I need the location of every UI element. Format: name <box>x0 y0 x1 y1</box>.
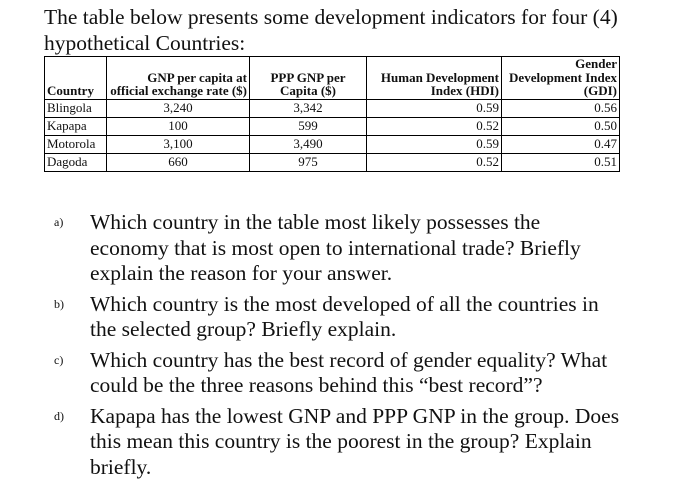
cell-hdi: 0.52 <box>367 117 502 135</box>
cell-gnp: 3,100 <box>107 135 250 153</box>
cell-gdi: 0.47 <box>502 135 620 153</box>
cell-gnp: 3,240 <box>107 99 250 117</box>
question-marker: a) <box>54 215 64 229</box>
question-text: Kapapa has the lowest GNP and PPP GNP in the group. Does this mean this country is the poorest in the group? Explain briefly. <box>90 403 620 479</box>
question-marker: b) <box>54 296 64 311</box>
cell-country: Blingola <box>45 99 107 117</box>
table-row <box>45 117 620 135</box>
question-item <box>44 348 624 399</box>
header-gdi: Gender Development Index (GDI) <box>502 57 620 100</box>
cell-hdi: 0.59 <box>367 99 502 117</box>
header-country: Country <box>45 57 107 100</box>
question-item <box>44 404 624 481</box>
cell-gnp: 660 <box>107 153 250 171</box>
question-item <box>44 210 624 287</box>
header-gnp: GNP per capita at official exchange rate ($) <box>107 57 250 100</box>
question-text: Which country has the best record of gender equality? What could be the three reasons behind this “best record”? <box>90 347 608 397</box>
table-row <box>45 135 620 153</box>
table-row <box>45 99 620 117</box>
header-ppp: PPP GNP per Capita ($) <box>250 57 367 100</box>
cell-gnp: 100 <box>107 117 250 135</box>
question-marker: d) <box>54 408 64 423</box>
cell-hdi: 0.52 <box>367 153 502 171</box>
question-marker: c) <box>54 352 64 367</box>
intro-text: The table below presents some development indicators for four (4) hypothetical Countries: <box>44 5 618 55</box>
question-text: Which country in the table most likely possesses the economy that is most open to international trade? Briefly explain the reason for your answer. <box>90 210 581 285</box>
table-header-row <box>45 57 620 100</box>
question-list <box>44 210 624 485</box>
cell-country: Kapapa <box>45 117 107 135</box>
cell-ppp: 599 <box>250 117 367 135</box>
cell-gdi: 0.51 <box>502 153 620 171</box>
question-text: Which country is the most developed of all the countries in the selected group? Briefly explain. <box>90 291 599 341</box>
indicators-table <box>44 56 620 172</box>
cell-ppp: 3,342 <box>250 99 367 117</box>
cell-country: Motorola <box>45 135 107 153</box>
header-hdi: Human Development Index (HDI) <box>367 57 502 100</box>
cell-ppp: 3,490 <box>250 135 367 153</box>
cell-country: Dagoda <box>45 153 107 171</box>
cell-gdi: 0.50 <box>502 117 620 135</box>
cell-ppp: 975 <box>250 153 367 171</box>
cell-hdi: 0.59 <box>367 135 502 153</box>
table-row <box>45 153 620 171</box>
cell-gdi: 0.56 <box>502 99 620 117</box>
question-item <box>44 292 624 343</box>
